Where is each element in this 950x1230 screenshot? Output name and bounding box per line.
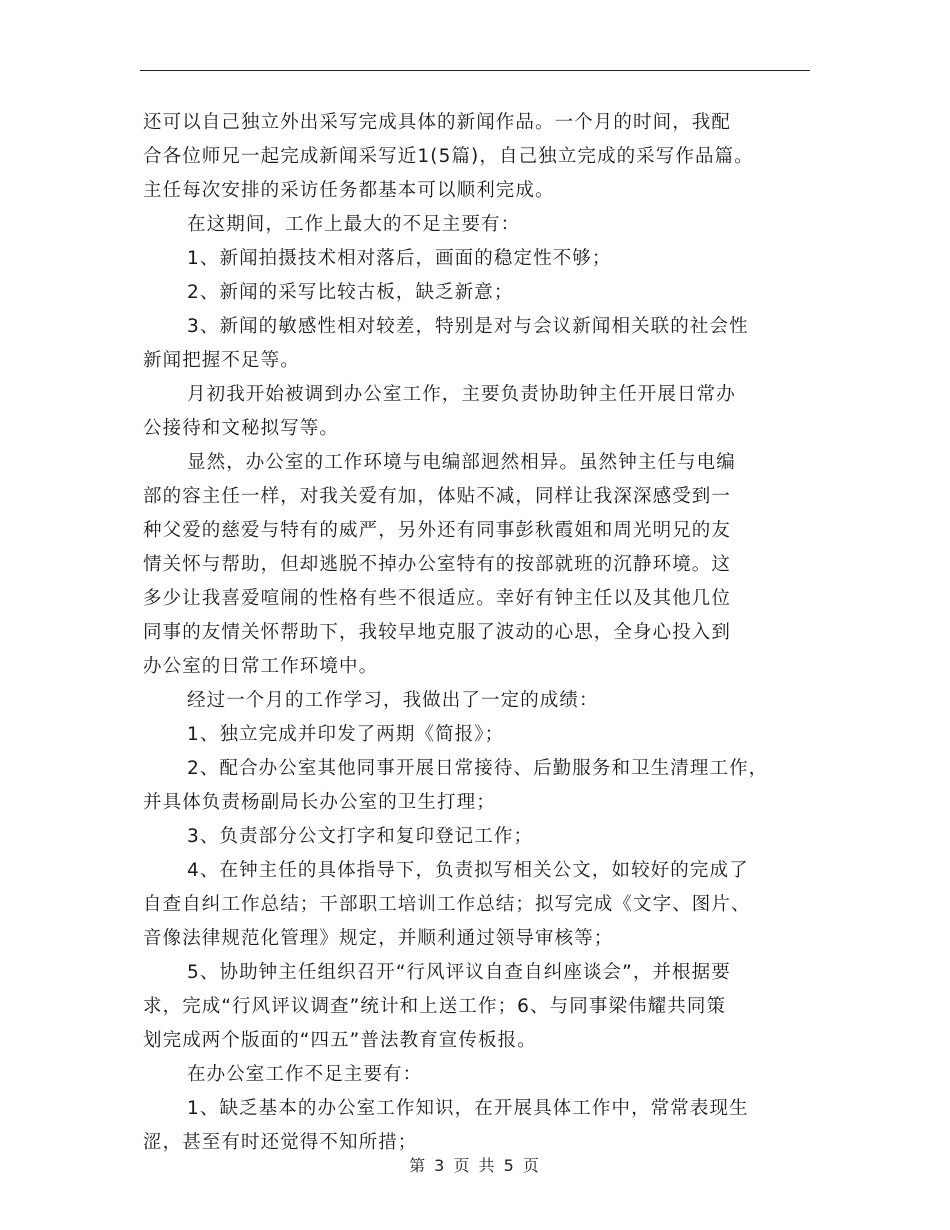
list-item: 1、新闻拍摄技术相对落后，画面的稳定性不够； [187, 248, 612, 269]
text-line: 涩，甚至有时还觉得不知所措； [143, 1132, 418, 1153]
list-item: 4、在钟主任的具体指导下，负责拟写相关公文，如较好的完成了 [187, 860, 749, 881]
text-line: 种父爱的慈爱与特有的威严，另外还有同事彭秋霞姐和周光明兄的友 [143, 520, 732, 541]
text-line: 在办公室工作不足主要有： [187, 1064, 423, 1085]
text-line: 显然，办公室的工作环境与电编部迥然相异。虽然钟主任与电编 [187, 452, 736, 473]
text-line: 音像法律规范化管理》规定，并顺利通过领导审核等； [143, 928, 614, 949]
list-item: 3、负责部分公文打字和复印登记工作； [187, 826, 534, 847]
text-line: 部的容主任一样，对我关爱有加，体贴不减，同样让我深深感受到一 [143, 486, 732, 507]
text-line: 自查自纠工作总结；干部职工培训工作总结；拟写完成《文字、图片、 [143, 894, 751, 915]
text-line: 公接待和文秘拟写等。 [143, 418, 340, 439]
list-item: 5、协助钟主任组织召开“行风评议自查自纠座谈会”，并根据要 [187, 962, 731, 983]
text-line: 合各位师兄一起完成新闻采写近1(5篇)，自己独立完成的采写作品篇。 [143, 146, 754, 167]
document-body [143, 106, 818, 1160]
list-item: 2、新闻的采写比较古板，缺乏新意； [187, 282, 514, 303]
text-line: 情关怀与帮助，但却逃脱不掉办公室特有的按部就班的沉静环境。这 [143, 554, 732, 575]
list-item: 3、新闻的敏感性相对较差，特别是对与会议新闻相关联的社会性 [187, 316, 749, 337]
list-item: 1、独立完成并印发了两期《简报》； [187, 724, 505, 745]
list-item: 1、缺乏基本的办公室工作知识，在开展具体工作中，常常表现生 [187, 1098, 749, 1119]
text-line: 经过一个月的工作学习，我做出了一定的成绩： [187, 690, 599, 711]
text-line: 求，完成“行风评议调查”统计和上送工作；6、与同事梁伟耀共同策 [143, 996, 727, 1017]
text-line: 在这期间，工作上最大的不足主要有： [187, 214, 521, 235]
text-line: 划完成两个版面的“四五”普法教育宣传板报。 [143, 1030, 537, 1051]
text-line: 主任每次安排的采访任务都基本可以顺利完成。 [143, 180, 555, 201]
page-number-footer: 第 3 页 共 5 页 [409, 1156, 541, 1175]
text-line: 并具体负责杨副局长办公室的卫生打理； [143, 792, 496, 813]
text-line: 办公室的日常工作环境中。 [143, 656, 379, 677]
text-line: 月初我开始被调到办公室工作，主要负责协助钟主任开展日常办 [187, 384, 736, 405]
text-line: 同事的友情关怀帮助下，我较早地克服了波动的心思，全身心投入到 [143, 622, 732, 643]
header-rule [140, 70, 810, 71]
list-item: 2、配合办公室其他同事开展日常接待、后勤服务和卫生清理工作， [187, 758, 769, 779]
text-line: 多少让我喜爱喧闹的性格有些不很适应。幸好有钟主任以及其他几位 [143, 588, 732, 609]
text-line: 新闻把握不足等。 [143, 350, 300, 371]
text-line: 还可以自己独立外出采写完成具体的新闻作品。一个月的时间，我配 [143, 112, 732, 133]
